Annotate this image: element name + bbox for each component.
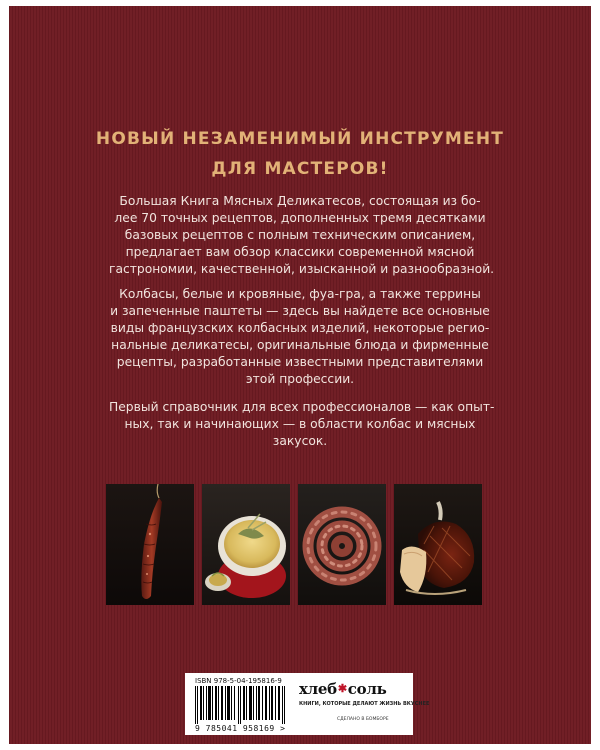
paragraph-line: предлагает вам обзор классики современной мясной: [125, 245, 475, 259]
paragraph-line: этой профессии.: [245, 372, 355, 386]
logo-right: соль: [347, 680, 387, 698]
description-paragraph-3: [109, 399, 495, 450]
isbn-label: ISBN 978-5-04-195816-9: [195, 677, 282, 685]
barcode-digits: 9 785041 958169 >: [195, 724, 286, 733]
barcode-panel: [185, 673, 430, 735]
paragraph-line: виды французских колбасных изделий, некоторые регио-: [110, 321, 490, 335]
paragraph-line: Первый справочник для всех профессионалов — как опыт-: [109, 400, 495, 414]
paragraph-line: базовых рецептов с полным техническим описанием,: [124, 228, 476, 242]
headline-line-1: НОВЫЙ НЕЗАМЕНИМЫЙ ИНСТРУМЕНТ: [95, 129, 505, 149]
paragraph-line: Колбасы, белые и кровяные, фуа-гра, а также террины: [119, 287, 481, 301]
paragraph-line: нальные деликатесы, оригинальные блюда и фирменные: [111, 338, 489, 352]
paragraph-line: гастрономии, качественной, изысканной и разнообразной.: [109, 262, 495, 276]
paragraph-line: рецепты, разработанные известными представителями: [116, 355, 484, 369]
star-icon: ✱: [337, 682, 347, 695]
photo-coiled-sausage: [298, 484, 386, 605]
description-paragraph-1: [109, 193, 495, 278]
paragraph-line: и запеченные паштеты — здесь вы найдете все основные: [110, 304, 490, 318]
paragraph-line: ных, так и начинающих — в области колбас и мясных: [124, 417, 476, 431]
paragraph-line: закусок.: [272, 434, 328, 448]
paragraph-line: Большая Книга Мясных Деликатесов, состоящая из бо-: [119, 194, 481, 208]
photo-terrine: [202, 484, 290, 605]
headline: [9, 124, 591, 184]
paragraph-line: лее 70 точных рецептов, дополненных тремя десятками: [114, 211, 486, 225]
description-paragraph-2: [109, 286, 491, 388]
photo-hanging-sausage: [106, 484, 194, 605]
headline-line-2: ДЛЯ МАСТЕРОВ!: [211, 159, 389, 179]
photo-glazed-ham: [394, 484, 482, 605]
logo-left: хлеб: [299, 680, 337, 698]
barcode-icon: [195, 686, 291, 724]
back-cover: [9, 6, 591, 744]
publisher-tagline: КНИГИ, КОТОРЫЕ ДЕЛАЮТ ЖИЗНЬ ВКУСНЕЕ: [299, 701, 430, 707]
publisher-logo: [299, 680, 387, 698]
made-by-label: СДЕЛАНО В БОМБОРЕ: [337, 717, 389, 722]
photo-strip: [9, 484, 591, 606]
